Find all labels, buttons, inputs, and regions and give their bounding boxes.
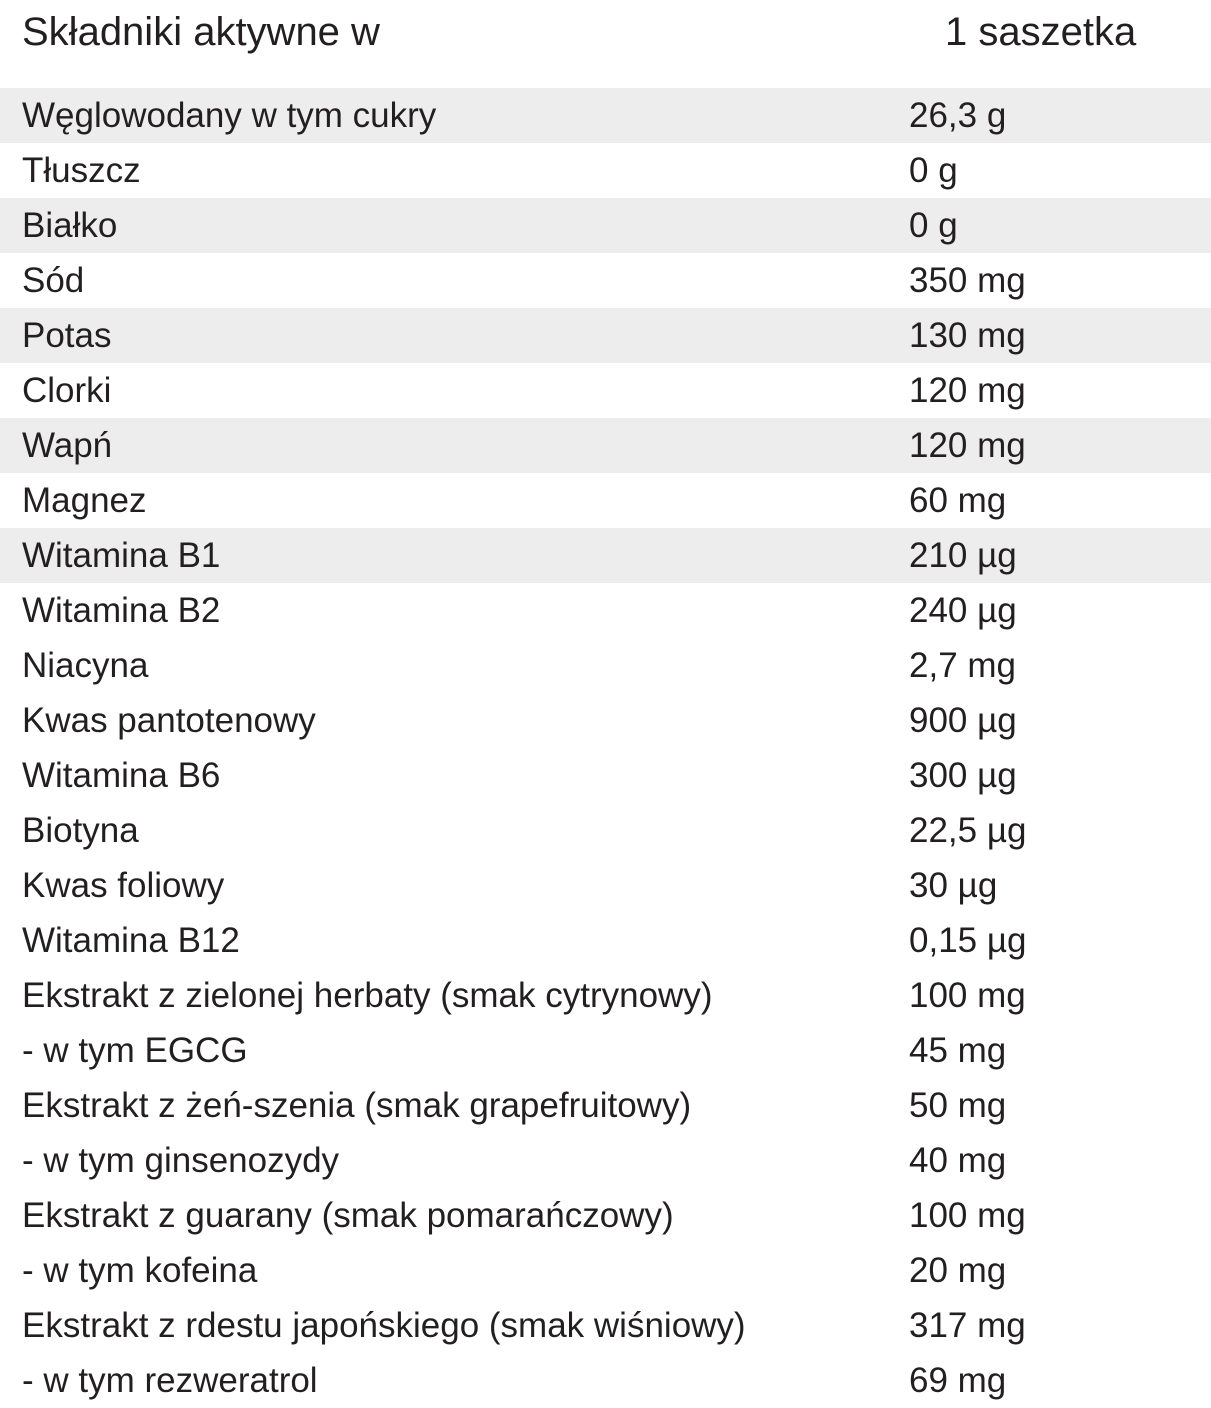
header-ingredient-label: Składniki aktywne w (22, 10, 380, 54)
ingredient-amount: 350 mg (909, 261, 1026, 300)
ingredient-amount: 69 mg (909, 1361, 1007, 1400)
ingredient-name: Ekstrakt z guarany (smak pomarańczowy) (22, 1196, 674, 1235)
table-row (0, 638, 1211, 693)
table-row (0, 528, 1211, 583)
ingredient-name: Białko (22, 206, 118, 245)
ingredient-amount: 210 µg (909, 536, 1017, 575)
ingredient-amount: 317 mg (909, 1306, 1026, 1345)
table-row (0, 1023, 1211, 1078)
table-row (0, 253, 1211, 308)
ingredient-name: - w tym rezweratrol (22, 1361, 318, 1400)
ingredient-amount: 20 mg (909, 1251, 1007, 1290)
table-row (0, 1078, 1211, 1133)
ingredient-name: Ekstrakt z zielonej herbaty (smak cytrynowy) (22, 976, 713, 1015)
table-row (0, 143, 1211, 198)
table-row (0, 363, 1211, 418)
ingredient-name: - w tym ginsenozydy (22, 1141, 340, 1180)
table-body (0, 88, 1211, 1408)
ingredient-amount: 0,15 µg (909, 921, 1027, 960)
ingredient-name: Witamina B6 (22, 756, 221, 795)
ingredient-amount: 120 mg (909, 371, 1026, 410)
ingredient-amount: 50 mg (909, 1086, 1007, 1125)
table-row (0, 748, 1211, 803)
table-row (0, 858, 1211, 913)
ingredient-amount: 120 mg (909, 426, 1026, 465)
ingredient-amount: 100 mg (909, 1196, 1026, 1235)
table-row (0, 1188, 1211, 1243)
ingredient-name: - w tym kofeina (22, 1251, 258, 1290)
ingredient-name: Kwas pantotenowy (22, 701, 316, 740)
table-row (0, 198, 1211, 253)
table-row (0, 913, 1211, 968)
ingredient-name: Magnez (22, 481, 147, 520)
ingredient-amount: 45 mg (909, 1031, 1007, 1070)
table-row (0, 1353, 1211, 1408)
ingredient-name: Kwas foliowy (22, 866, 225, 905)
ingredient-amount: 26,3 g (909, 96, 1007, 135)
ingredient-amount: 22,5 µg (909, 811, 1027, 850)
table-header (0, 0, 1211, 62)
table-row (0, 1133, 1211, 1188)
ingredient-name: Biotyna (22, 811, 139, 850)
ingredient-amount: 900 µg (909, 701, 1017, 740)
ingredient-name: Witamina B12 (22, 921, 240, 960)
ingredient-amount: 0 g (909, 151, 958, 190)
ingredient-amount: 60 mg (909, 481, 1007, 520)
table-row (0, 418, 1211, 473)
table-row (0, 968, 1211, 1023)
ingredient-amount: 100 mg (909, 976, 1026, 1015)
ingredient-name: Wapń (22, 426, 113, 465)
header-amount-label: 1 saszetka (945, 10, 1137, 54)
ingredient-amount: 2,7 mg (909, 646, 1016, 685)
table-row (0, 88, 1211, 143)
ingredient-name: Węglowodany w tym cukry (22, 96, 437, 135)
table-row (0, 803, 1211, 858)
ingredient-name: Witamina B2 (22, 591, 221, 630)
table-row (0, 1298, 1211, 1353)
ingredient-name: Ekstrakt z rdestu japońskiego (smak wiśniowy) (22, 1306, 746, 1345)
table-row (0, 1243, 1211, 1298)
ingredient-name: Potas (22, 316, 112, 355)
table-row (0, 473, 1211, 528)
ingredient-name: Tłuszcz (22, 151, 141, 190)
ingredient-name: Sód (22, 261, 85, 300)
ingredient-name: Ekstrakt z żeń-szenia (smak grapefruitowy) (22, 1086, 692, 1125)
table-row (0, 308, 1211, 363)
ingredient-amount: 300 µg (909, 756, 1017, 795)
table-row (0, 583, 1211, 638)
ingredient-amount: 40 mg (909, 1141, 1007, 1180)
ingredient-name: Clorki (22, 371, 112, 410)
ingredient-name: Niacyna (22, 646, 149, 685)
ingredient-amount: 30 µg (909, 866, 998, 905)
ingredient-amount: 240 µg (909, 591, 1017, 630)
ingredient-amount: 130 mg (909, 316, 1026, 355)
ingredient-amount: 0 g (909, 206, 958, 245)
ingredient-name: Witamina B1 (22, 536, 221, 575)
ingredient-name: - w tym EGCG (22, 1031, 248, 1070)
table-row (0, 693, 1211, 748)
